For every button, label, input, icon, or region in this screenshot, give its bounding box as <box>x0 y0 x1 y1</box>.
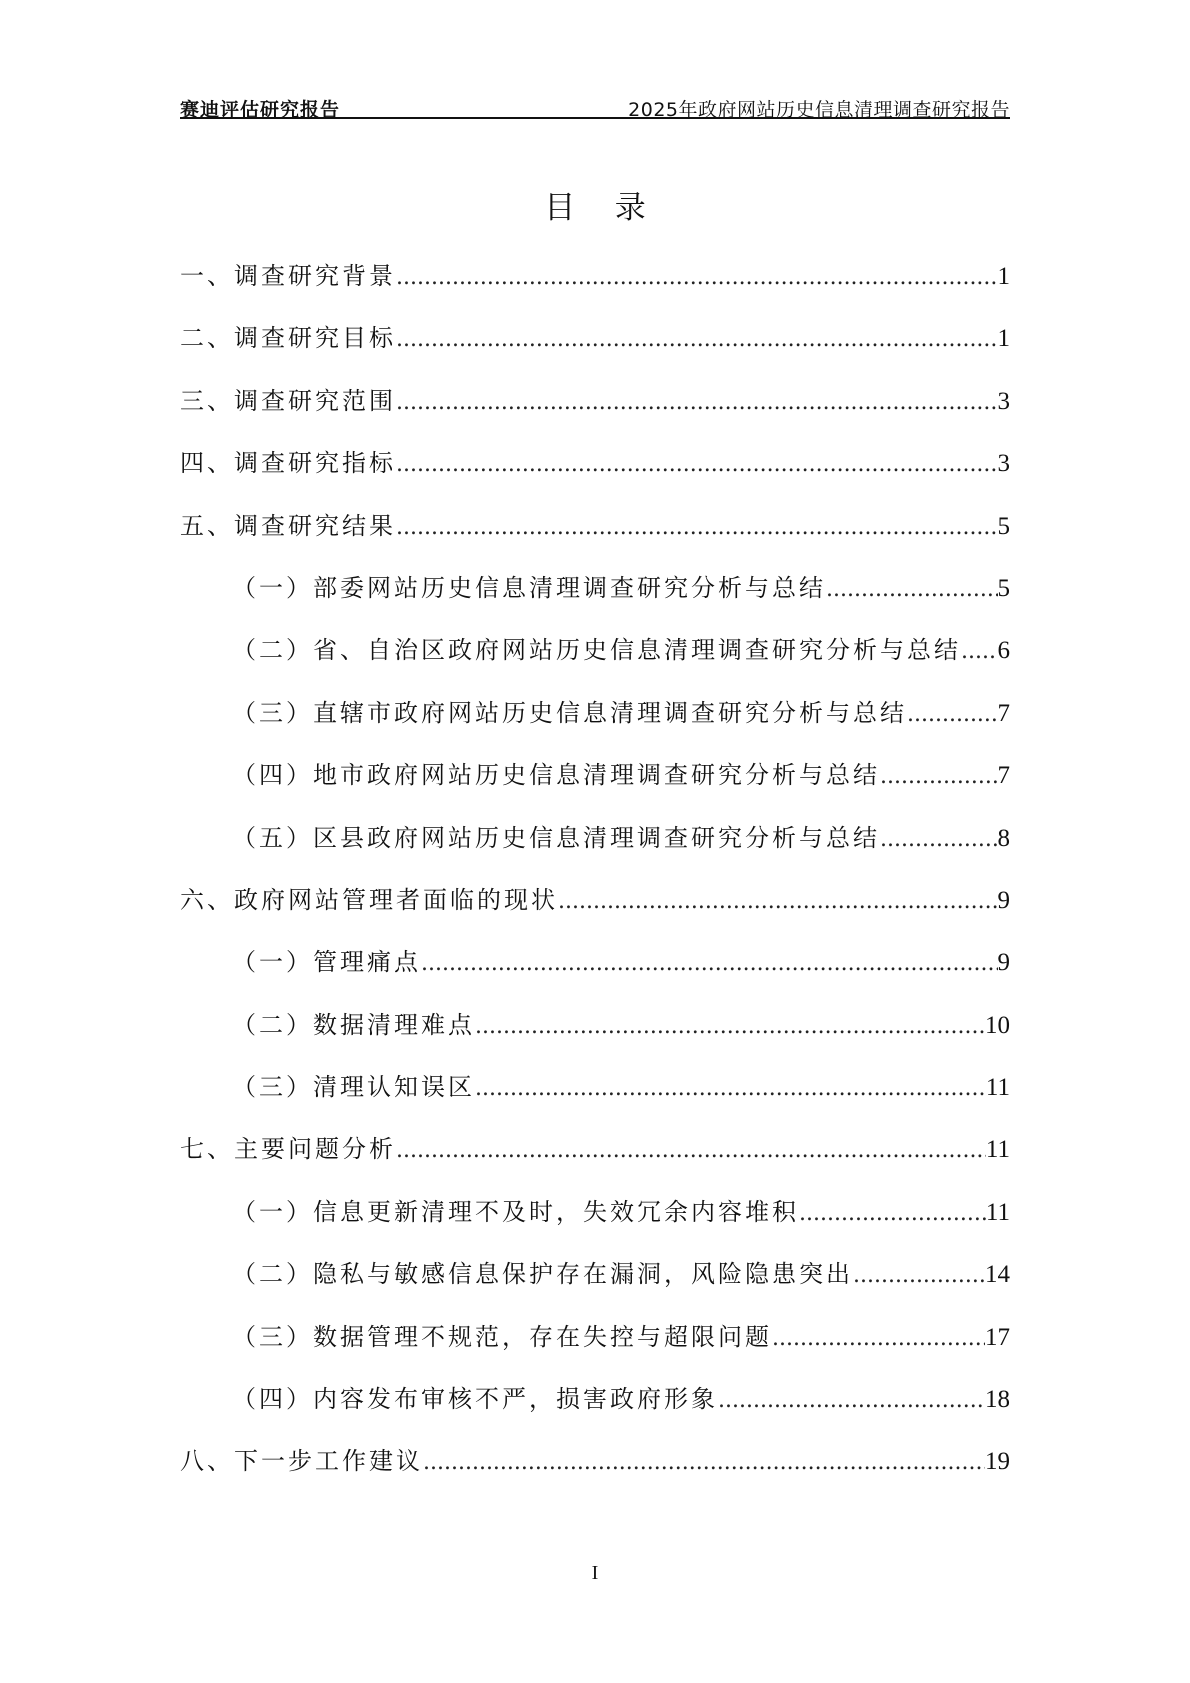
toc-dot-leader <box>880 824 998 856</box>
toc-entry-title: （一）部委网站历史信息清理调查研究分析与总结 <box>232 573 826 602</box>
toc-entry-page: 3 <box>997 387 1010 415</box>
toc-entry-title: 八、下一步工作建议 <box>180 1447 423 1476</box>
toc-entry-page: 14 <box>985 1261 1010 1289</box>
toc-entry-page: 18 <box>985 1386 1010 1414</box>
toc-entry-page: 19 <box>985 1448 1010 1476</box>
toc-entry[interactable] <box>180 572 1010 634</box>
toc-entry-page: 11 <box>985 1198 1010 1226</box>
toc-entry[interactable] <box>180 1196 1010 1258</box>
toc-entry[interactable] <box>180 697 1010 759</box>
toc-entry-title: （四）内容发布审核不严，损害政府形象 <box>232 1385 718 1414</box>
toc-entry-title: 七、主要问题分析 <box>180 1135 396 1164</box>
toc-entry[interactable] <box>180 260 1010 322</box>
toc-entry[interactable] <box>180 447 1010 509</box>
table-of-contents <box>180 260 1010 1508</box>
toc-entry-title: 六、政府网站管理者面临的现状 <box>180 885 558 914</box>
toc-entry[interactable] <box>180 385 1010 447</box>
toc-dot-leader <box>853 1260 985 1292</box>
toc-entry-title: （一）信息更新清理不及时，失效冗余内容堆积 <box>232 1197 799 1226</box>
toc-dot-leader <box>396 449 998 481</box>
toc-dot-leader <box>423 1447 985 1479</box>
toc-dot-leader <box>718 1385 985 1417</box>
toc-entry-page: 5 <box>997 574 1010 602</box>
toc-entry-page: 11 <box>985 1136 1010 1164</box>
running-header <box>180 84 1010 120</box>
toc-dot-leader <box>396 262 998 294</box>
toc-entry-title: （三）清理认知误区 <box>232 1073 475 1102</box>
toc-entry-page: 11 <box>985 1074 1010 1102</box>
header-report-title: 2025年政府网站历史信息清理调查研究报告 <box>628 99 1010 121</box>
toc-entry[interactable] <box>180 634 1010 696</box>
toc-dot-leader <box>880 761 998 793</box>
header-publisher: 赛迪评估研究报告 <box>180 99 341 121</box>
toc-entry-page: 6 <box>997 637 1010 665</box>
toc-entry-page: 17 <box>985 1323 1010 1351</box>
header-rule <box>180 117 1010 119</box>
toc-dot-leader <box>772 1323 985 1355</box>
toc-entry[interactable] <box>180 1258 1010 1320</box>
toc-entry-title: 三、调查研究范围 <box>180 386 396 415</box>
toc-dot-leader <box>961 636 998 668</box>
toc-entry-title: 四、调查研究指标 <box>180 449 396 478</box>
toc-entry[interactable] <box>180 884 1010 946</box>
toc-entry-page: 1 <box>997 325 1010 353</box>
toc-entry-page: 7 <box>997 699 1010 727</box>
toc-entry-title: （四）地市政府网站历史信息清理调查研究分析与总结 <box>232 761 880 790</box>
toc-dot-leader <box>396 387 998 419</box>
toc-entry[interactable] <box>180 322 1010 384</box>
toc-entry[interactable] <box>180 1071 1010 1133</box>
toc-dot-leader <box>799 1198 986 1230</box>
toc-dot-leader <box>826 574 998 606</box>
toc-entry-title: 一、调查研究背景 <box>180 262 396 290</box>
toc-entry-title: （五）区县政府网站历史信息清理调查研究分析与总结 <box>232 823 880 852</box>
toc-entry[interactable] <box>180 1321 1010 1383</box>
toc-entry-page: 1 <box>997 263 1010 290</box>
toc-entry-page: 5 <box>997 512 1010 540</box>
toc-entry-title: （一）管理痛点 <box>232 948 421 977</box>
toc-entry-title: （三）数据管理不规范，存在失控与超限问题 <box>232 1322 772 1351</box>
toc-entry-title: 五、调查研究结果 <box>180 511 396 540</box>
toc-dot-leader <box>558 886 998 918</box>
toc-entry-title: （二）省、自治区政府网站历史信息清理调查研究分析与总结 <box>232 636 961 665</box>
toc-dot-leader <box>421 948 998 980</box>
toc-entry[interactable] <box>180 1445 1010 1507</box>
toc-entry[interactable] <box>180 759 1010 821</box>
toc-dot-leader <box>475 1073 986 1105</box>
toc-entry-page: 9 <box>997 886 1010 914</box>
toc-entry[interactable] <box>180 946 1010 1008</box>
toc-dot-leader <box>396 1135 986 1167</box>
toc-entry[interactable] <box>180 1383 1010 1445</box>
toc-entry-title: （二）数据清理难点 <box>232 1010 475 1039</box>
toc-entry[interactable] <box>180 1133 1010 1195</box>
toc-entry-page: 8 <box>997 824 1010 852</box>
toc-entry-title: 二、调查研究目标 <box>180 324 396 353</box>
page-number: I <box>591 1562 599 1584</box>
toc-entry[interactable] <box>180 510 1010 572</box>
toc-dot-leader <box>907 699 998 731</box>
toc-entry-page: 10 <box>985 1011 1010 1039</box>
toc-entry-title: （二）隐私与敏感信息保护存在漏洞，风险隐患突出 <box>232 1260 853 1289</box>
toc-dot-leader <box>396 512 998 544</box>
toc-entry[interactable] <box>180 822 1010 884</box>
toc-dot-leader <box>396 324 998 356</box>
toc-entry-page: 9 <box>997 949 1010 977</box>
toc-entry[interactable] <box>180 1009 1010 1071</box>
toc-entry-title: （三）直辖市政府网站历史信息清理调查研究分析与总结 <box>232 698 907 727</box>
toc-entry-page: 7 <box>997 762 1010 790</box>
toc-dot-leader <box>475 1011 985 1043</box>
toc-title: 目 录 <box>544 190 646 226</box>
toc-entry-page: 3 <box>997 450 1010 478</box>
